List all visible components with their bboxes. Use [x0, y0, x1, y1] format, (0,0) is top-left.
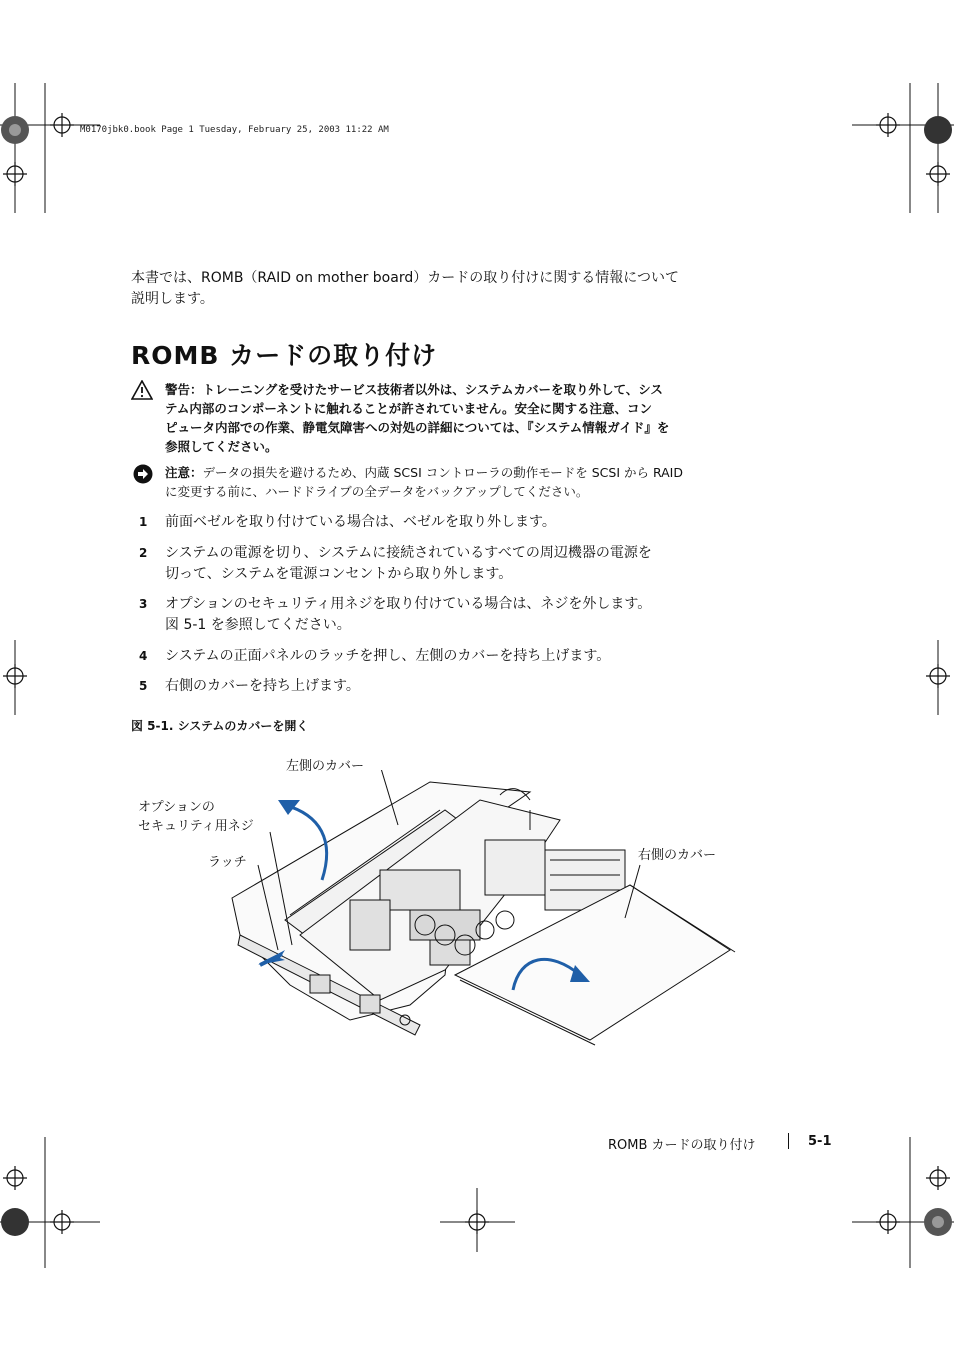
step-text-line: 前面ベゼルを取り付けている場合は、ベゼルを取り外します。: [165, 514, 556, 530]
warning-line-2: テム内部のコンポーネントに触れることが許されていません。安全に関する注意、コン: [165, 401, 653, 416]
warning-text: [165, 380, 740, 456]
notice-text: [165, 463, 740, 501]
label-right-cover: 右側のカバー: [638, 848, 717, 863]
section-title: ROMB カードの取り付け: [131, 341, 438, 370]
notice-label: 注意：: [165, 465, 203, 480]
notice-line-1: データの損失を避けるため、内蔵 SCSI コントローラの動作モードを SCSI から RAID: [202, 465, 683, 480]
step-text-line: オプションのセキュリティ用ネジを取り付けている場合は、ネジを外します。: [165, 596, 652, 612]
label-security-screw-1: オプションの: [138, 800, 215, 815]
intro-line-1: 本書では、ROMB（RAID on mother board）カードの取り付けに関する情報について: [131, 270, 679, 286]
warning-triangle-icon: [131, 380, 153, 400]
step-text-line: 右側のカバーを持ち上げます。: [165, 678, 360, 694]
figure-caption: 図 5-1. システムのカバーを開く: [131, 719, 309, 733]
warning-line-3: ピュータ内部での作業、静電気障害への対処の詳細については、『システム情報ガイド』を: [165, 420, 670, 435]
step-number: 1: [139, 515, 148, 529]
step-text-line: 切って、システムを電源コンセントから取り外します。: [165, 566, 513, 582]
label-latch: ラッチ: [208, 855, 247, 870]
intro-line-2: 説明します。: [131, 291, 214, 307]
warning-line-4: 参照してください。: [165, 439, 278, 454]
step-text-line: システムの正面パネルのラッチを押し、左側のカバーを持ち上げます。: [165, 648, 611, 664]
step-number: 5: [139, 679, 148, 693]
intro-paragraph: [131, 268, 751, 310]
notice-line-2: に変更する前に、ハードドライブの全データをバックアップしてください。: [165, 484, 589, 499]
footer-separator: [788, 1133, 789, 1149]
label-security-screw-2: セキュリティ用ネジ: [138, 819, 254, 834]
book-file-info: M0170jbk0.book Page 1 Tuesday, February 25, 2003 11:22 AM: [80, 125, 389, 135]
warning-line-1: 警告：トレーニングを受けたサービス技術者以外は、システムカバーを取り外して、シス: [165, 382, 663, 397]
step-number: 2: [139, 546, 148, 560]
step-number: 3: [139, 597, 148, 611]
page-number: 5-1: [808, 1134, 832, 1149]
notice-arrow-icon: [133, 464, 153, 484]
footer-section-title: ROMB カードの取り付け: [608, 1138, 756, 1153]
label-left-cover: 左側のカバー: [286, 759, 365, 774]
step-text-line: システムの電源を切り、システムに接続されているすべての周辺機器の電源を: [165, 545, 652, 561]
step-number: 4: [139, 649, 148, 663]
step-text-line: 図 5-1 を参照してください。: [165, 617, 351, 633]
system-cover-illustration: [230, 770, 740, 1070]
